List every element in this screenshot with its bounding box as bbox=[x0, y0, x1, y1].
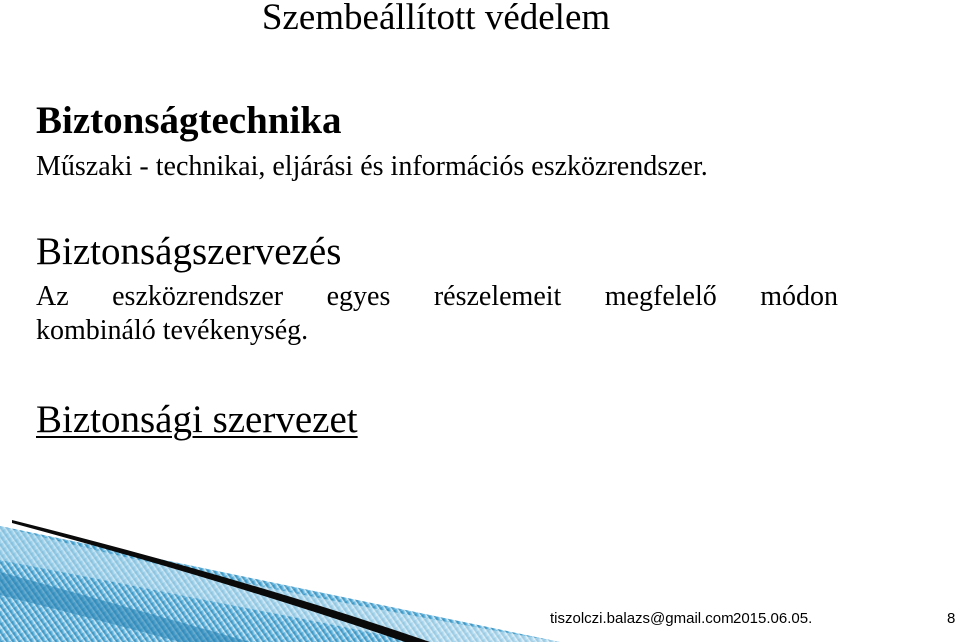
footer-page-number: 8 bbox=[947, 610, 956, 627]
heading-biztonsagszervezes: Biztonságszervezés bbox=[36, 230, 342, 273]
text-line-1: Az eszközrendszer egyes részelemeit megfelelő módon bbox=[36, 281, 838, 312]
footer-email: tiszolczi.balazs@gmail.com bbox=[550, 610, 734, 627]
text-biztonsagszervezes bbox=[36, 280, 838, 348]
text-line-2: kombináló tevékenység. bbox=[36, 315, 309, 346]
heading-biztonsagtechnika: Biztonságtechnika bbox=[36, 99, 342, 142]
text-biztonsagtechnika: Műszaki - technikai, eljárási és információs eszközrendszer. bbox=[36, 151, 708, 182]
footer-date: 2015.06.05. bbox=[733, 610, 813, 627]
decorative-wave-graphic bbox=[0, 520, 960, 642]
slide-title: Szembeállított védelem bbox=[261, 0, 611, 38]
heading-biztonsagi-szervezet: Biztonsági szervezet bbox=[36, 398, 358, 441]
